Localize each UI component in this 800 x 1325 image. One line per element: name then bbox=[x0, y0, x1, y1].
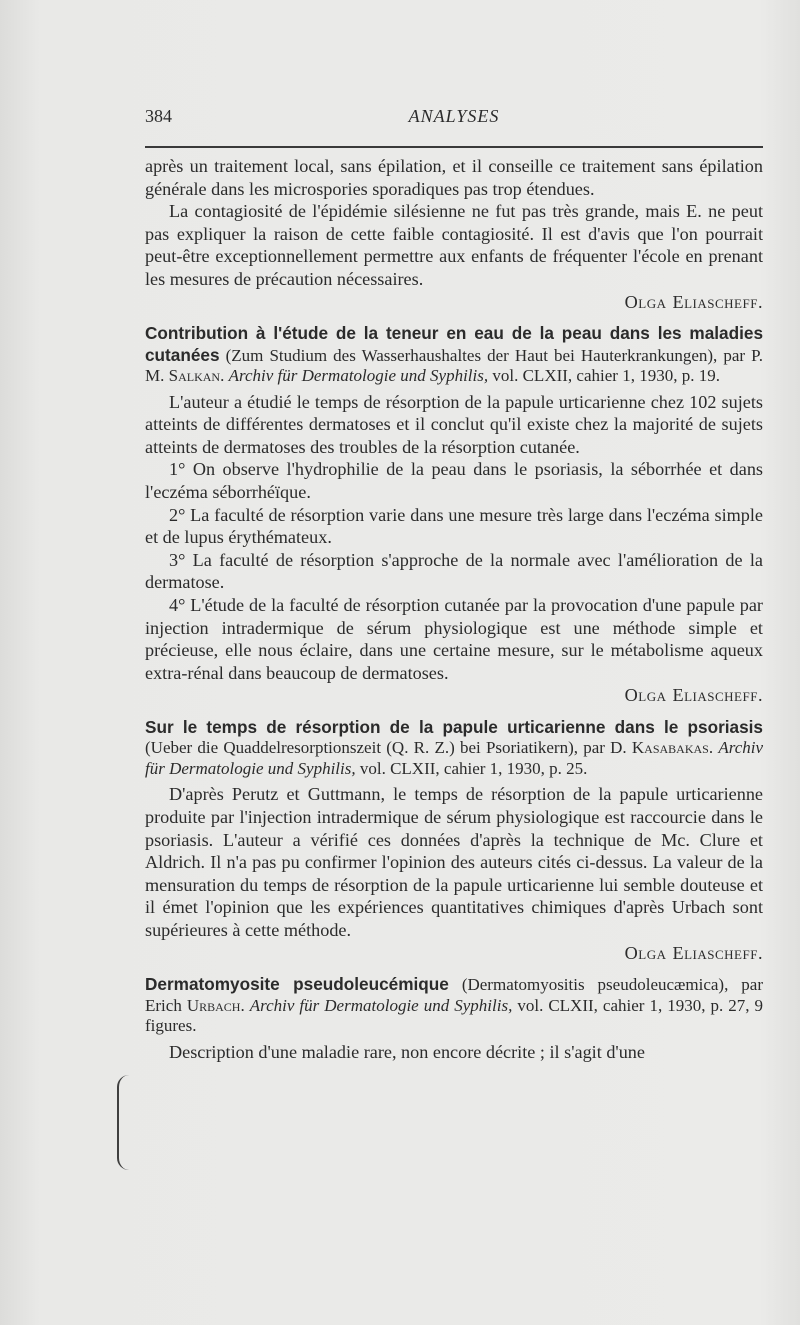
article-2-journal: Archiv für Dermatologie und Syphilis, bbox=[145, 738, 764, 778]
article-2-heading bbox=[145, 717, 763, 780]
article-1-heading bbox=[145, 323, 763, 387]
article-3-heading bbox=[145, 974, 763, 1037]
article-2-reference: vol. CLXII, cahier 1, 1930, p. 25. bbox=[359, 758, 588, 778]
signature-first-name: Olga bbox=[624, 685, 667, 706]
article-1-reference: vol. CLXII, cahier 1, 1930, p. 19. bbox=[492, 366, 720, 386]
intro-paragraph-2: La contagiosité de l'épidémie silésienne ne fut pas très grande, mais E. ne peut pas expliquer la raison de cette faible contagiosité. Il est d'avis que l'on pourrait peut-être exceptionnellement permettre aux enfants de fréquenter l'école en prenant les mesures de précaution nécessaires. bbox=[145, 201, 763, 289]
article-3-reference: vol. CLXII, cahier 1, 1930, p. 27, 9 figures. bbox=[145, 995, 763, 1036]
header-rule bbox=[145, 146, 763, 148]
article-1-title: Contribution à l'étude de la teneur en eau de la peau dans les maladies cutanées bbox=[145, 323, 763, 365]
article-1-paragraph-1: L'auteur a étudié le temps de résorption de la papule urticarienne chez 102 sujets atteints de différentes dermatoses et il conclut qu'il existe chez la majorité de sujets atteints de dermatoses des troubles de la résorption cutanée. bbox=[145, 391, 763, 457]
article-3-paragraph-1: Description d'une maladie rare, non encore décrite ; il s'agit d'une bbox=[169, 1041, 645, 1062]
article-2-signature bbox=[145, 942, 763, 965]
article-1-paragraph-5: 4° L'étude de la faculté de résorption cutanée par la provocation d'une papule par injection intradermique de sérum physiologique est une méthode simple et précieuse, elle nous éclaire, dans une certaine mesure, sur le métabolisme aqueux extra-rénal dans beaucoup de dermatoses. bbox=[145, 595, 763, 683]
page-number: 384 bbox=[145, 106, 172, 126]
signature-first-name: Olga bbox=[624, 291, 667, 312]
article-2-title: Sur le temps de résorption de la papule urticarienne dans le psoriasis bbox=[145, 716, 763, 737]
article-3-author: Urbach. bbox=[186, 995, 245, 1015]
intro-signature bbox=[145, 291, 763, 314]
article-2-original-title: (Ueber die Quaddelresorptionszeit (Q. R. Z.) bei Psoriatikern), par D. bbox=[145, 738, 627, 758]
article-2-paragraph-1: D'après Perutz et Guttmann, le temps de résorption de la papule urticarienne produite par l'injection intradermique de sérum physiologique est raccourcie dans le psoriasis. L'auteur a vérifié ces données d'après la technique de Mc. Clure et Aldrich. Il n'a pas pu confirmer l'opinion des auteurs cités ci-dessus. La valeur de la mensuration du temps de résorption de la papule urticarienne lui semble douteuse et il émet l'opinion que les expériences quantitatives chimiques d'après Urbach sont supérieures à cette méthode. bbox=[145, 784, 763, 941]
article-3-journal: Archiv für Dermatologie und Syphilis, bbox=[249, 995, 513, 1015]
page-content bbox=[145, 155, 763, 1063]
running-head bbox=[145, 106, 763, 132]
article-1-paragraph-3: 2° La faculté de résorption varie dans une mesure très large dans l'eczéma simple et de lupus érythémateux. bbox=[145, 504, 763, 548]
article-3-title: Dermatomyosite pseudoleucémique bbox=[145, 974, 449, 995]
article-3-original-title: (Dermatomyositis pseudoleucæmica), par Erich bbox=[145, 975, 763, 1015]
signature-last-name: Eliascheff. bbox=[672, 291, 763, 312]
article-2-author: Kasabakas. bbox=[631, 738, 714, 758]
article-1-paragraph-2: 1° On observe l'hydrophilie de la peau dans le psoriasis, la séborrhée et dans l'eczéma séborrhéïque. bbox=[145, 459, 763, 503]
article-1-original-title: (Zum Studium des Wasserhaushaltes der Haut bei Hauterkrankungen), par P. M. bbox=[145, 345, 763, 386]
article-1-author: Salkan. bbox=[168, 366, 225, 386]
article-1-signature bbox=[145, 684, 763, 707]
article-1-paragraph-4: 3° La faculté de résorption s'approche de la normale avec l'amélioration de la dermatose. bbox=[145, 549, 763, 593]
running-title: ANALYSES bbox=[408, 106, 500, 126]
intro-paragraph-1: après un traitement local, sans épilation, et il conseille ce traitement sans épilation générale dans les microspories sporadiques pas trop étendues. bbox=[145, 156, 763, 199]
signature-last-name: Eliascheff. bbox=[672, 942, 763, 963]
margin-bracket-mark bbox=[117, 1075, 129, 1170]
article-1-journal: Archiv für Dermatologie und Syphilis, bbox=[228, 366, 489, 386]
signature-last-name: Eliascheff. bbox=[672, 685, 763, 706]
signature-first-name: Olga bbox=[624, 942, 667, 963]
